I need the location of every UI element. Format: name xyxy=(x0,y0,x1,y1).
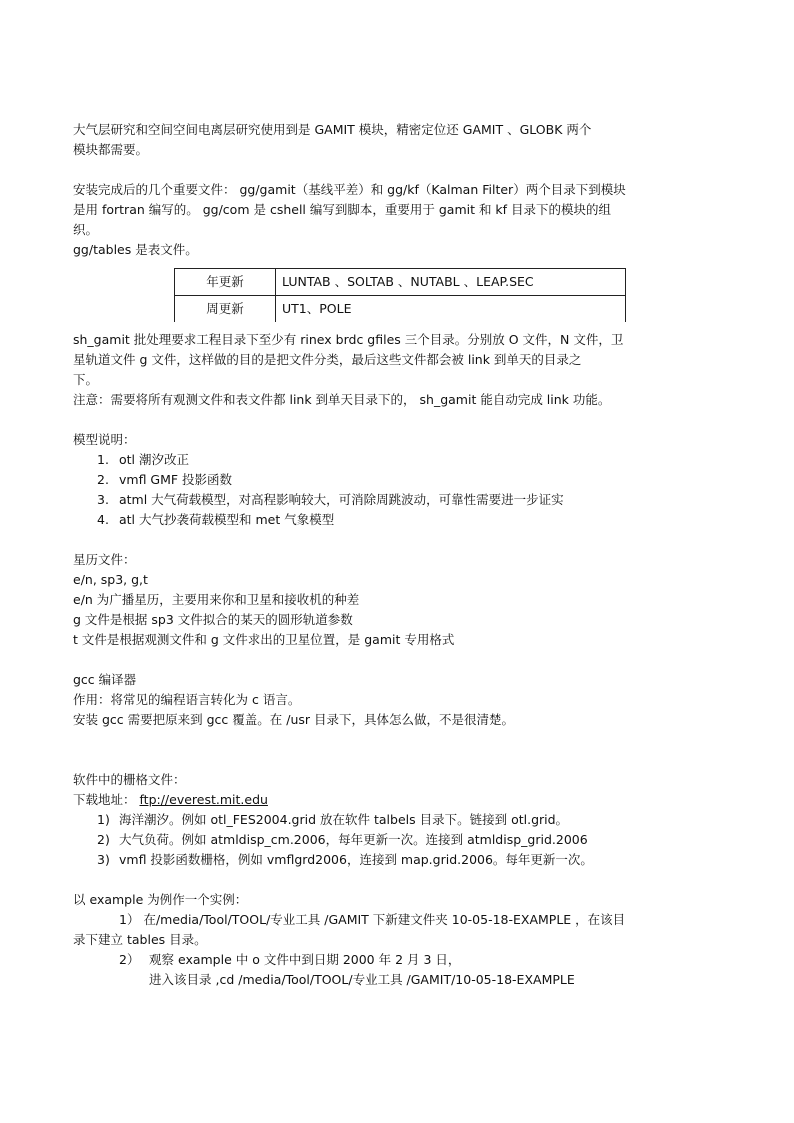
list-text: vmfl GMF 投影函数 xyxy=(119,472,233,487)
table-cell-value: LUNTAB 、SOLTAB 、NUTABL 、LEAP.SEC xyxy=(276,269,626,296)
step-number: 2） xyxy=(119,952,140,967)
ephemeris-line-3: g 文件是根据 sp3 文件拟合的某天的圆形轨道参数 xyxy=(73,612,353,627)
step-text: 在/media/Tool/TOOL/专业工具 /GAMIT 下新建文件夹 10-05-18-EXAMPLE ，在该目 xyxy=(143,912,626,927)
ephemeris-line-2: e/n 为广播星历，主要用来你和卫星和接收机的种差 xyxy=(73,592,360,607)
document-page xyxy=(73,120,715,990)
list-item xyxy=(73,450,715,470)
grid-list xyxy=(73,810,715,870)
list-number: 1. xyxy=(97,452,109,467)
list-text: 海洋潮汐。例如 otl_FES2004.grid 放在软件 talbels 目录下。链接到 otl.grid。 xyxy=(119,812,569,827)
ephemeris-line-4: t 文件是根据观测文件和 g 文件求出的卫星位置，是 gamit 专用格式 xyxy=(73,632,455,647)
shgamit-line-2: 星轨道文件 g 文件，这样做的目的是把文件分类，最后这些文件都会被 link 到单天的目录之 xyxy=(73,352,582,367)
update-table xyxy=(174,268,626,322)
ephemeris-line-1: e/n, sp3, g,t xyxy=(73,572,148,587)
list-item xyxy=(73,810,715,830)
files-line-1: 安装完成后的几个重要文件： gg/gamit（基线平差）和 gg/kf（Kalman Filter）两个目录下到模块 xyxy=(73,182,626,197)
list-item xyxy=(73,510,715,530)
files-line-2: 是用 fortran 编写的。 gg/com 是 cshell 编写到脚本，重要用于 gamit 和 kf 目录下的模块的组 xyxy=(73,202,612,217)
intro-line-2: 模块都需要。 xyxy=(73,142,149,157)
intro-line-1: 大气层研究和空间空间电离层研究使用到是 GAMIT 模块，精密定位还 GAMIT 、GLOBK 两个 xyxy=(73,122,592,137)
list-text: vmfl 投影函数栅格，例如 vmflgrd2006，连接到 map.grid.2006。每年更新一次。 xyxy=(119,852,593,867)
list-number: 2. xyxy=(97,472,109,487)
shgamit-note: 注意：需要将所有观测文件和表文件都 link 到单天目录下的， sh_gamit 能自动完成 link 功能。 xyxy=(73,392,611,407)
table-row xyxy=(175,296,626,323)
table-cell-key: 周更新 xyxy=(175,296,276,323)
example-heading: 以 example 为例作一个实例： xyxy=(73,892,248,907)
download-link[interactable]: ftp://everest.mit.edu xyxy=(139,792,268,807)
gcc-heading: gcc 编译器 xyxy=(73,672,137,687)
list-item xyxy=(73,490,715,510)
step-number: 1） xyxy=(119,912,140,927)
example-step-2-cont: 进入该目录 ,cd /media/Tool/TOOL/专业工具 /GAMIT/10-05-18-EXAMPLE xyxy=(149,972,575,987)
list-text: otl 潮汐改正 xyxy=(119,452,189,467)
list-number: 2) xyxy=(97,832,110,847)
example-step-1 xyxy=(73,910,715,930)
ephemeris-heading: 星历文件： xyxy=(73,552,136,567)
shgamit-line-3: 下。 xyxy=(73,372,99,387)
list-item xyxy=(73,850,715,870)
list-text: atl 大气抄袭荷载模型和 met 气象模型 xyxy=(119,512,335,527)
models-heading: 模型说明： xyxy=(73,432,136,447)
list-number: 3. xyxy=(97,492,109,507)
table-cell-key: 年更新 xyxy=(175,269,276,296)
list-text: atml 大气荷载模型，对高程影响较大，可消除周跳波动，可靠性需要进一步证实 xyxy=(119,492,564,507)
files-line-3: 织。 xyxy=(73,222,99,237)
list-text: 大气负荷。例如 atmldisp_cm.2006，每年更新一次。连接到 atmldisp_grid.2006 xyxy=(119,832,588,847)
models-list xyxy=(73,450,715,530)
download-line xyxy=(73,790,715,810)
grid-heading: 软件中的栅格文件： xyxy=(73,772,186,787)
list-number: 3) xyxy=(97,852,110,867)
example-step-1-cont: 录下建立 tables 目录。 xyxy=(73,932,207,947)
list-item xyxy=(73,830,715,850)
list-number: 4. xyxy=(97,512,109,527)
table-row xyxy=(175,269,626,296)
gcc-line-2: 安装 gcc 需要把原来到 gcc 覆盖。在 /usr 目录下，具体怎么做，不是很清楚。 xyxy=(73,712,514,727)
step-text: 观察 example 中 o 文件中到日期 2000 年 2 月 3 日， xyxy=(149,952,461,967)
download-label: 下载地址： xyxy=(73,792,140,807)
list-number: 1) xyxy=(97,812,110,827)
files-line-4: gg/tables 是表文件。 xyxy=(73,242,198,257)
shgamit-line-1: sh_gamit 批处理要求工程目录下至少有 rinex brdc gfiles 三个目录。分别放 O 文件，N 文件，卫 xyxy=(73,332,624,347)
table-cell-value: UT1、POLE xyxy=(276,296,626,323)
example-step-2 xyxy=(73,950,715,970)
gcc-line-1: 作用：将常见的编程语言转化为 c 语言。 xyxy=(73,692,301,707)
list-item xyxy=(73,470,715,490)
